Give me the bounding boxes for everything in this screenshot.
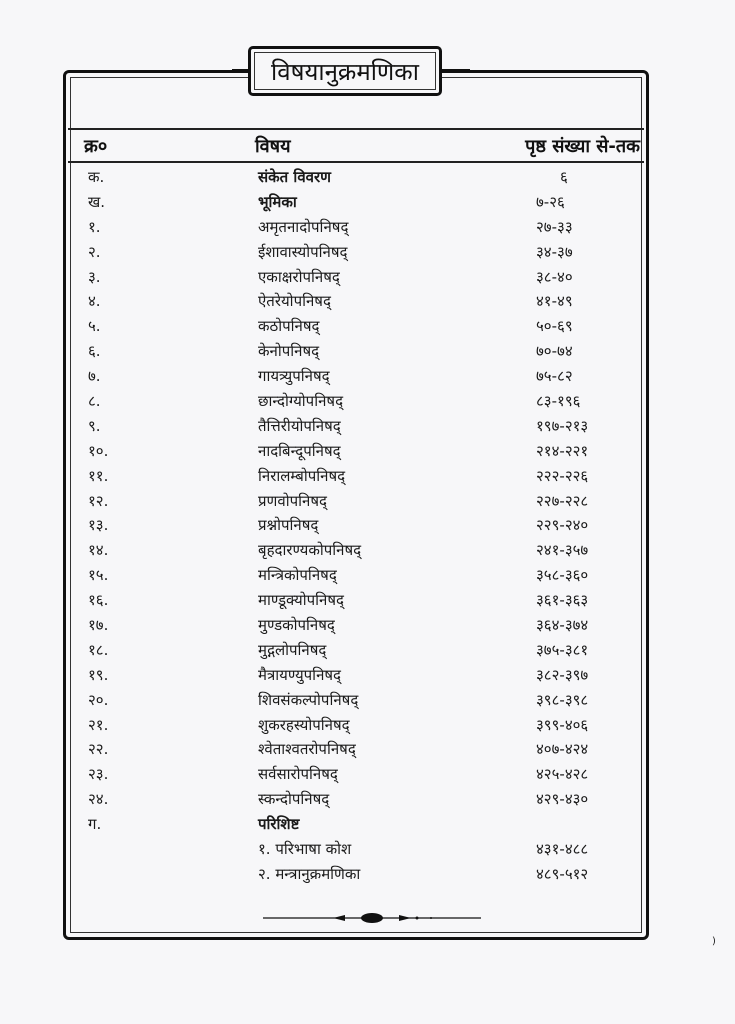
row-serial: २०.: [88, 690, 109, 709]
row-serial: १२.: [88, 491, 109, 510]
row-title: बृहदारण्यकोपनिषद्: [258, 541, 362, 560]
row-title: स्कन्दोपनिषद्: [258, 790, 330, 809]
row-title: प्रणवोपनिषद्: [258, 491, 327, 510]
row-serial: ९.: [88, 416, 101, 435]
table-row: [68, 712, 644, 737]
title-box: [248, 46, 442, 96]
row-serial: १५.: [88, 566, 109, 585]
row-title: मुद्गलोपनिषद्: [258, 640, 327, 659]
row-title: २. मन्त्रानुक्रमणिका: [258, 864, 361, 883]
table-row: [68, 512, 644, 537]
table-row: [68, 786, 644, 811]
row-serial: ७.: [88, 367, 101, 386]
row-pages: ६: [560, 168, 568, 186]
row-pages: ८३-१९६: [536, 392, 581, 411]
row-title: परिशिष्ट: [258, 815, 300, 834]
page-title: विषयानुक्रमणिका: [254, 52, 436, 90]
table-row: [68, 537, 644, 562]
row-serial: ख.: [88, 192, 106, 211]
row-pages: २२७-२२८: [536, 491, 589, 510]
row-serial: १९.: [88, 665, 109, 684]
table-row: [68, 736, 644, 761]
row-title: प्रश्नोपनिषद्: [258, 516, 319, 535]
table-row: [68, 338, 644, 363]
row-title: केनोपनिषद्: [258, 342, 320, 361]
row-title: भूमिका: [258, 192, 297, 211]
row-pages: ७०-७४: [536, 342, 573, 361]
ornament-divider-icon: [263, 912, 481, 924]
row-pages: ७५-८२: [536, 367, 573, 386]
row-serial: ८.: [88, 392, 101, 411]
row-pages: ३६१-३६३: [536, 591, 589, 610]
table-row: [68, 164, 644, 189]
header-pages: पृष्ठ संख्या से-तक: [525, 136, 640, 157]
table-row: [68, 214, 644, 239]
table-row: [68, 488, 644, 513]
header-serial: क्र०: [84, 136, 108, 157]
table-row: [68, 313, 644, 338]
row-title: ऐतरेयोपनिषद्: [258, 292, 331, 311]
row-pages: ५०-६९: [536, 317, 573, 336]
row-title: शिवसंकल्पोपनिषद्: [258, 690, 359, 709]
row-serial: १७.: [88, 616, 109, 635]
row-pages: ३७५-३८१: [536, 640, 589, 659]
table-row: [68, 363, 644, 388]
row-serial: ३.: [88, 267, 101, 286]
row-title: मुण्डकोपनिषद्: [258, 616, 335, 635]
row-title: संकेत विवरण: [258, 168, 331, 186]
row-title: नादबिन्दूपनिषद्: [258, 441, 341, 460]
row-title: तैत्तिरीयोपनिषद्: [258, 416, 341, 435]
table-row: [68, 861, 644, 886]
table-row: [68, 388, 644, 413]
row-title: कठोपनिषद्: [258, 317, 320, 336]
row-pages: ४२५-४२८: [536, 765, 589, 784]
table-row: [68, 637, 644, 662]
row-serial: ११.: [88, 466, 109, 485]
row-serial: १८.: [88, 640, 109, 659]
row-serial: क.: [88, 168, 105, 186]
row-serial: २१.: [88, 715, 109, 734]
row-pages: ४२९-४३०: [536, 790, 589, 809]
table-row: [68, 189, 644, 214]
row-pages: ७-२६: [536, 192, 565, 211]
row-pages: ३६४-३७४: [536, 616, 589, 635]
row-title: एकाक्षरोपनिषद्: [258, 267, 340, 286]
table-row: [68, 761, 644, 786]
table-header: [68, 129, 644, 161]
header-bottom-rule: [68, 161, 644, 163]
row-pages: ४३१-४८८: [536, 840, 589, 859]
row-serial: २२.: [88, 740, 109, 759]
title-rule-right: [440, 69, 470, 73]
row-pages: ४०७-४२४: [536, 740, 589, 759]
row-pages: ३९८-३९८: [536, 690, 589, 709]
table-row: [68, 413, 644, 438]
row-serial: २४.: [88, 790, 109, 809]
row-title: निरालम्बोपनिषद्: [258, 466, 346, 485]
row-serial: १६.: [88, 591, 109, 610]
row-title: सर्वसारोपनिषद्: [258, 765, 338, 784]
page-mark: ): [712, 936, 716, 947]
row-pages: २७-३३: [536, 217, 573, 236]
row-title: मन्त्रिकोपनिषद्: [258, 566, 337, 585]
row-title: छान्दोग्योपनिषद्: [258, 392, 344, 411]
row-title: अमृतनादोपनिषद्: [258, 217, 349, 236]
row-serial: १४.: [88, 541, 109, 560]
row-serial: ६.: [88, 342, 101, 361]
table-row: [68, 438, 644, 463]
row-title: मैत्रायण्युपनिषद्: [258, 665, 342, 684]
row-pages: ३८२-३९७: [536, 665, 589, 684]
row-title: श्वेताश्वतरोपनिषद्: [258, 740, 356, 759]
row-pages: २२९-२४०: [536, 516, 589, 535]
row-serial: १.: [88, 217, 101, 236]
row-pages: ३९९-४०६: [536, 715, 589, 734]
row-title: १. परिभाषा कोश: [258, 840, 352, 859]
row-serial: ग.: [88, 815, 102, 834]
row-pages: १९७-२१३: [536, 416, 589, 435]
table-row: [68, 587, 644, 612]
row-pages: ४८९-५१२: [536, 864, 589, 883]
row-serial: ५.: [88, 317, 101, 336]
table-row: [68, 288, 644, 313]
row-pages: २२२-२२६: [536, 466, 589, 485]
table-row: [68, 836, 644, 861]
table-row: [68, 612, 644, 637]
row-pages: ३८-४०: [536, 267, 573, 286]
row-pages: २४१-३५७: [536, 541, 589, 560]
row-serial: २३.: [88, 765, 109, 784]
row-title: ईशावास्योपनिषद्: [258, 242, 348, 261]
row-pages: ३४-३७: [536, 242, 573, 261]
table-row: [68, 463, 644, 488]
row-title: गायत्र्युपनिषद्: [258, 367, 330, 386]
row-pages: २१४-२२१: [536, 441, 589, 460]
contents-table: [68, 164, 644, 886]
row-serial: २.: [88, 242, 101, 261]
row-title: माण्डूक्योपनिषद्: [258, 591, 344, 610]
row-serial: १०.: [88, 441, 109, 460]
table-row: [68, 811, 644, 836]
row-title: शुकरहस्योपनिषद्: [258, 715, 350, 734]
table-row: [68, 687, 644, 712]
table-row: [68, 662, 644, 687]
table-row: [68, 562, 644, 587]
row-serial: ४.: [88, 292, 101, 311]
row-pages: ३५८-३६०: [536, 566, 589, 585]
table-row: [68, 239, 644, 264]
table-row: [68, 264, 644, 289]
row-serial: १३.: [88, 516, 109, 535]
header-subject: विषय: [255, 136, 291, 157]
row-pages: ४१-४९: [536, 292, 573, 311]
